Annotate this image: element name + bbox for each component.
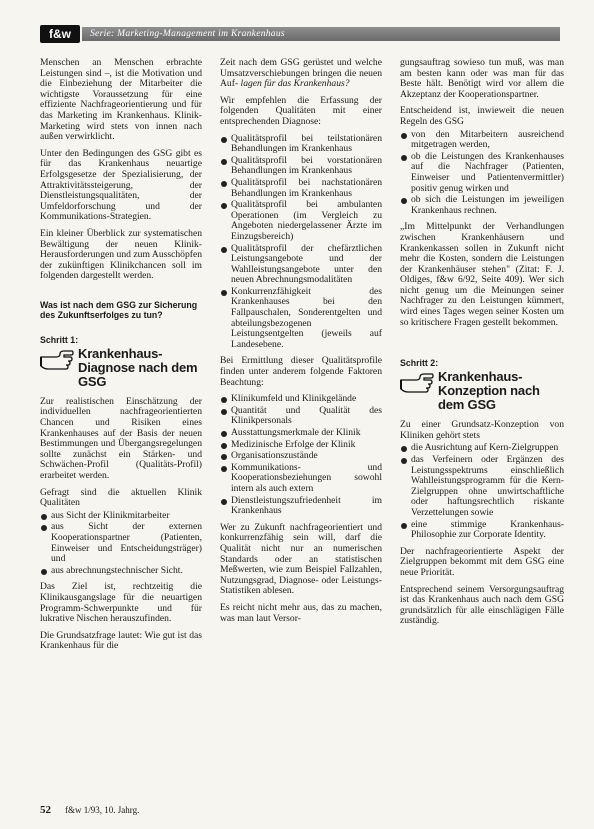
paragraph-text: Zeit nach dem GSG gerüstet und welche Umsatzverschiebungen bringen die neuen Auf- xyxy=(220,58,382,90)
column-2 xyxy=(220,58,382,793)
step-title: Krankenhaus-Konzeption nach dem GSG xyxy=(438,369,540,413)
series-title: Serie: Marketing-Management im Krankenhaus xyxy=(82,27,560,41)
list-item: Organisationszustände xyxy=(220,451,382,462)
bullet-list xyxy=(40,511,202,577)
paragraph xyxy=(220,58,382,90)
article-body xyxy=(40,58,564,793)
list-item: ob sich die Leistungen im jeweiligen Krankenhaus rechnen. xyxy=(400,195,564,216)
list-item: ob die Leistungen des Krankenhauses auf die Nachfrager (Patienten, Einweiser und Patientenvermittler) positiv genug wirken und xyxy=(400,152,564,194)
list-item: aus Sicht der Klinikmitarbeiter xyxy=(40,511,202,522)
journal-logo: f&w xyxy=(40,25,80,43)
list-item: Quantität und Qualität des Klinikpersonals xyxy=(220,406,382,427)
paragraph: Die Grundsatzfrage lautet: Wie gut ist das Krankenhaus für die xyxy=(40,629,202,652)
paragraph: Zu einer Grundsatz-Konzeption von Kliniken gehört stets xyxy=(400,419,564,441)
list-item: Klinikumfeld und Klinikgelände xyxy=(220,394,382,405)
paragraph: „Im Mittelpunkt der Verhandlungen zwischen Krankenhäusern und Krankenkassen sollen in Zukunft nicht mehr die Kosten, sondern die Leistungen der Krankenhäuser stehen" (Zitat: F. J. Oldiges, f&w 6/92, Seite 409). Wer sich nicht genug um die Meinungen seiner Nachfrager zu den Leistungen kümmert, wird eines Tages wegen seiner Kosten um so kritischere Fragen gestellt bekommen. xyxy=(400,221,564,328)
column-1 xyxy=(40,58,202,793)
page-number: 52 xyxy=(40,804,51,816)
page-header xyxy=(40,24,560,44)
step-title: Krankenhaus-Diagnose nach dem GSG xyxy=(78,345,198,389)
list-item: eine stimmige Krankenhaus-Philosophie zur Corporate Identity. xyxy=(400,520,564,541)
paragraph: Der nachfrageorientierte Aspekt der Zielgruppen bekommt mit dem GSG eine neue Priorität. xyxy=(400,545,564,578)
bullet-list xyxy=(220,134,382,351)
paragraph: Zur realistischen Einschätzung der individuellen nachfrageorientierten Chancen und Risiken eines Krankenhauses auf der Basis der neuen Bestimmungen und Übergangsregelungen sollte zunächst ein Stärken- und Schwächen-Profil (Qualitäts-Profil) erarbeitet werden. xyxy=(40,395,202,482)
list-item: aus abrechnungstechnischer Sicht. xyxy=(40,566,202,577)
list-item: Qualitätsprofil bei vorstationären Behandlungen im Krankenhaus xyxy=(220,156,382,177)
paragraph: Das Ziel ist, rechtzeitig die Klinikausgangslage für die neuartigen Programm-Schwerpunkte und für lukrative Nischen herauszufinden. xyxy=(40,581,202,625)
column-3 xyxy=(400,58,564,793)
list-item: das Verfeinern oder Ergänzen des Leistungsspektrums einschließlich Wahlleistungsprogramm für die Kern-Zielgruppen ohne unwirtschaftliche oder haftungsrechtlich riskante Verzettelungen sowie xyxy=(400,455,564,519)
list-item: die Ausrichtung auf Kern-Zielgruppen xyxy=(400,443,564,454)
paragraph: Ein kleiner Überblick zur systematischen Bewältigung der neuen Klinik-Herausforderungen und zum Ausschöpfen der zukünftigen Klinikchancen soll im folgenden dargestellt werden. xyxy=(40,227,202,282)
paragraph: Bei Ermittlung dieser Qualitätsprofile finden unter anderem folgende Faktoren Beachtung: xyxy=(220,355,382,388)
list-item: Qualitätsprofil bei nachstationären Behandlungen im Krankenhaus xyxy=(220,178,382,199)
pointing-hand-icon xyxy=(400,372,434,394)
paragraph: Entsprechend seinem Versorgungsauftrag ist das Krankenhaus auch nach dem GSG grundsätzlich für alle einschlägigen Fälle zuständig. xyxy=(400,583,564,627)
list-item: von den Mitarbeitern ausreichend mitgetragen werden, xyxy=(400,130,564,151)
bullet-list xyxy=(400,130,564,217)
paragraph: gungsauftrag sowieso tun muß, was man am besten kann oder was man für das Beste hält. Benötigt wird vor allem die Akzeptanz der Kooperationspartner. xyxy=(400,58,564,100)
paragraph: Wir empfehlen die Erfassung der folgenden Qualitäten mit einer entsprechenden Diagnose: xyxy=(220,94,382,127)
list-item: aus Sicht der externen Kooperationspartner (Patienten, Einweiser und Entscheidungsträger) und xyxy=(40,522,202,564)
issue-info: f&w 1/93, 10. Jahrg. xyxy=(65,805,140,815)
list-item: Kommunikations- und Kooperationsbeziehungen sowohl intern als auch extern xyxy=(220,463,382,495)
step-label: Schritt 2: xyxy=(400,358,439,369)
paragraph-emphasis: lagen für das Krankenhaus? xyxy=(240,78,350,90)
paragraph: Wer zu Zukunft nachfrageorientiert und konkurrenzfähig sein will, darf die Qualität nicht nur an numerischen Standards oder an statistischen Meßwerten, wie zum Beispiel Fallzahlen, Nutzungsgrad, Diagnose- oder Leistungs-Statistiken ablesen. xyxy=(220,521,382,597)
paragraph: Gefragt sind die aktuellen Klinik Qualitäten xyxy=(40,486,202,509)
step-label: Schritt 1: xyxy=(40,334,79,345)
list-item: Medizinische Erfolge der Klinik xyxy=(220,440,382,451)
list-item: Qualitätsprofil bei teilstationären Behandlungen im Krankenhaus xyxy=(220,134,382,155)
list-item: Konkurrenzfähigkeit des Krankenhauses bei den Fallpauschalen, Sonderentgelten und abteilungsbezogenen Leistungsentgelten (jeweils auf Landesebene. xyxy=(220,287,382,351)
section-question: Was ist nach dem GSG zur Sicherung des Zukunftserfolges zu tun? xyxy=(40,299,198,321)
paragraph: Es reicht nicht mehr aus, das zu machen, was man laut Versor- xyxy=(220,601,382,624)
bullet-list xyxy=(400,443,564,540)
page-footer xyxy=(40,803,340,817)
bullet-list xyxy=(220,394,382,517)
paragraph: Unter den Bedingungen des GSG gibt es für das Krankenhaus neuartige Erfolgsgesetze der Spezialisierung, der Attraktivitätssteigerung, der Dienstleistungsqualitäten, der Umfeldorforschung und der Kommunikations-Strategien. xyxy=(40,147,202,223)
paragraph: Menschen an Menschen erbrachte Leistungen sind –, ist die Motivation und die Einbeziehung der Mitarbeiter die wichtigste Voraussetzung für eine effiziente Nachfrageorientierung und für das Marketing im Krankenhaus. Klinik-Marketing wird stets von innen nach außen verwirklicht. xyxy=(40,58,202,143)
step-heading xyxy=(400,370,564,412)
list-item: Qualitätsprofil der chefärztlichen Leistungsangebote und der Wahlleistungsangebote unter den neuen Abrechnungsmodalitäten xyxy=(220,244,382,286)
list-item: Dienstleistungszufriedenheit im Krankenhaus xyxy=(220,496,382,517)
list-item: Ausstattungsmerkmale der Klinik xyxy=(220,428,382,439)
paragraph: Entscheidend ist, inwieweit die neuen Regeln des GSG xyxy=(400,105,564,127)
pointing-hand-icon xyxy=(40,349,74,371)
step-heading xyxy=(40,347,202,389)
list-item: Qualitätsprofil bei ambulanten Operationen (im Vergleich zu Angeboten niedergelassener Ärzte im Einzugsbereich) xyxy=(220,200,382,242)
